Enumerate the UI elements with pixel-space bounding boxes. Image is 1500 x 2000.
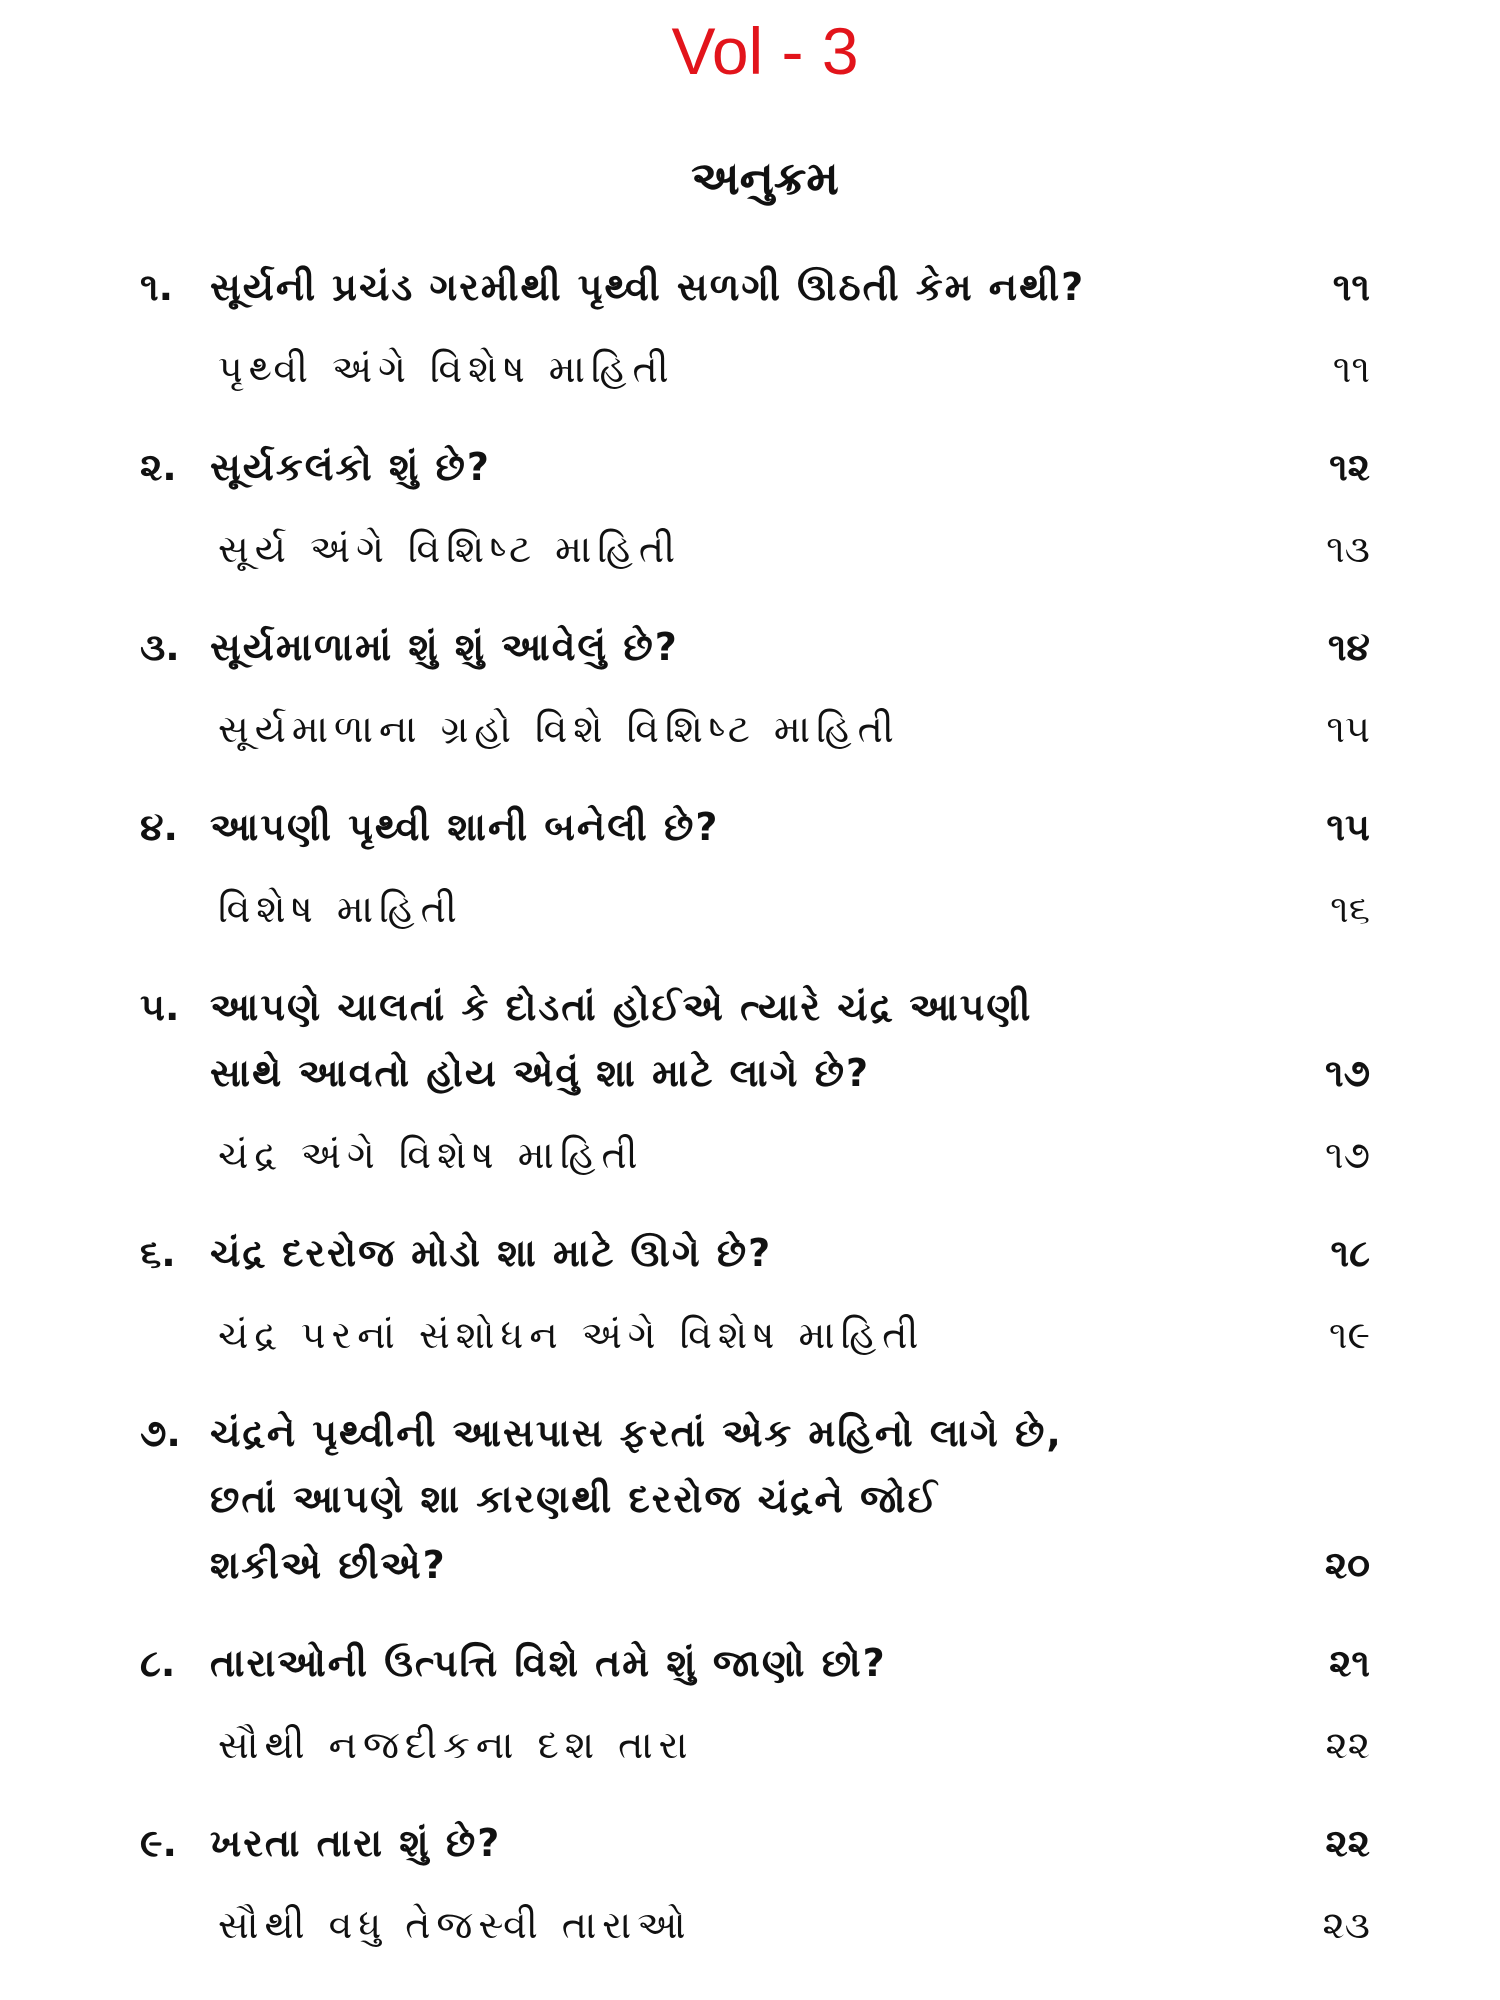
entry-page-number: ૧૮ (1330, 1231, 1370, 1275)
entry-page-number: ૨૦ (1324, 1543, 1370, 1587)
subentry-title: ચંદ્ર અંગે વિશેષ માહિતી (218, 1133, 644, 1177)
subentry-title: સૌથી વધુ તેજસ્વી તારાઓ (218, 1903, 692, 1947)
subentry-page-number: ૧૩ (1326, 527, 1370, 571)
entry-number: ૪. (140, 805, 178, 849)
subentry-page-number: ૨૨ (1325, 1723, 1370, 1767)
subentry-page-number: ૧૧ (1332, 347, 1370, 391)
entry-number: ૮. (140, 1641, 176, 1685)
entry-title-line: ચંદ્રને પૃથ્વીની આસપાસ ફરતાં એક મહિનો લાગે છે, (210, 1411, 1063, 1455)
subentry-title: પૃથ્વી અંગે વિશેષ માહિતી (218, 347, 675, 391)
subentry-page-number: ૨૩ (1322, 1903, 1370, 1947)
entry-title-line: ચંદ્ર દરરોજ મોડો શા માટે ઊગે છે? (210, 1231, 773, 1275)
subentry-title: સૌથી નજદીકના દશ તારા (218, 1723, 694, 1767)
volume-label: Vol - 3 (671, 14, 859, 88)
entry-number: ૯. (140, 1821, 177, 1865)
entry-title-line: છતાં આપણે શા કારણથી દરરોજ ચંદ્રને જોઈ (210, 1477, 939, 1521)
entry-title-line: તારાઓની ઉત્પત્તિ વિશે તમે શું જાણો છો? (210, 1641, 887, 1685)
subentry-title: સૂર્યમાળાના ગ્રહો વિશે વિશિષ્ટ માહિતી (218, 707, 900, 751)
subentry-page-number: ૧૭ (1324, 1133, 1370, 1177)
entry-page-number: ૧૪ (1327, 625, 1370, 669)
subentry-title: ચંદ્ર પરનાં સંશોધન અંગે વિશેષ માહિતી (218, 1313, 925, 1357)
subentry-page-number: ૧૫ (1326, 707, 1370, 751)
entry-title-line: આપણે ચાલતાં કે દોડતાં હોઈએ ત્યારે ચંદ્ર આપણી (210, 985, 1033, 1029)
entry-number: ૬. (140, 1231, 176, 1275)
entry-number: ૩. (140, 625, 180, 669)
entry-number: ૭. (140, 1411, 181, 1455)
entry-page-number: ૨૧ (1329, 1641, 1370, 1685)
entry-page-number: ૨૨ (1325, 1821, 1370, 1865)
entry-page-number: ૧૨ (1329, 445, 1370, 489)
entry-number: ૫. (140, 985, 180, 1029)
entry-title-line: ખરતા તારા શું છે? (210, 1821, 502, 1865)
entry-title-line: સાથે આવતો હોય એવું શા માટે લાગે છે? (210, 1051, 871, 1095)
entry-title-line: આપણી પૃથ્વી શાની બનેલી છે? (210, 805, 720, 849)
entry-title-line: સૂર્યકલંકો શું છે? (210, 445, 491, 489)
subentry-page-number: ૧૯ (1328, 1313, 1370, 1357)
entry-title-line: સૂર્યમાળામાં શું શું આવેલું છે? (210, 625, 679, 669)
entry-page-number: ૧૭ (1324, 1051, 1370, 1095)
entry-title-line: સૂર્યની પ્રચંડ ગરમીથી પૃથ્વી સળગી ઊઠતી કેમ નથી? (210, 265, 1086, 309)
subentry-page-number: ૧૬ (1330, 887, 1370, 931)
entry-number: ૨. (140, 445, 177, 489)
entry-page-number: ૧૫ (1326, 805, 1370, 849)
subentry-title: સૂર્ય અંગે વિશિષ્ટ માહિતી (218, 527, 681, 571)
subentry-title: વિશેષ માહિતી (218, 887, 463, 931)
entry-number: ૧. (140, 265, 174, 309)
entry-page-number: ૧૧ (1332, 265, 1370, 309)
entry-title-line: શકીએ છીએ? (210, 1543, 447, 1587)
page-title: અનુક્રમ (691, 151, 839, 205)
